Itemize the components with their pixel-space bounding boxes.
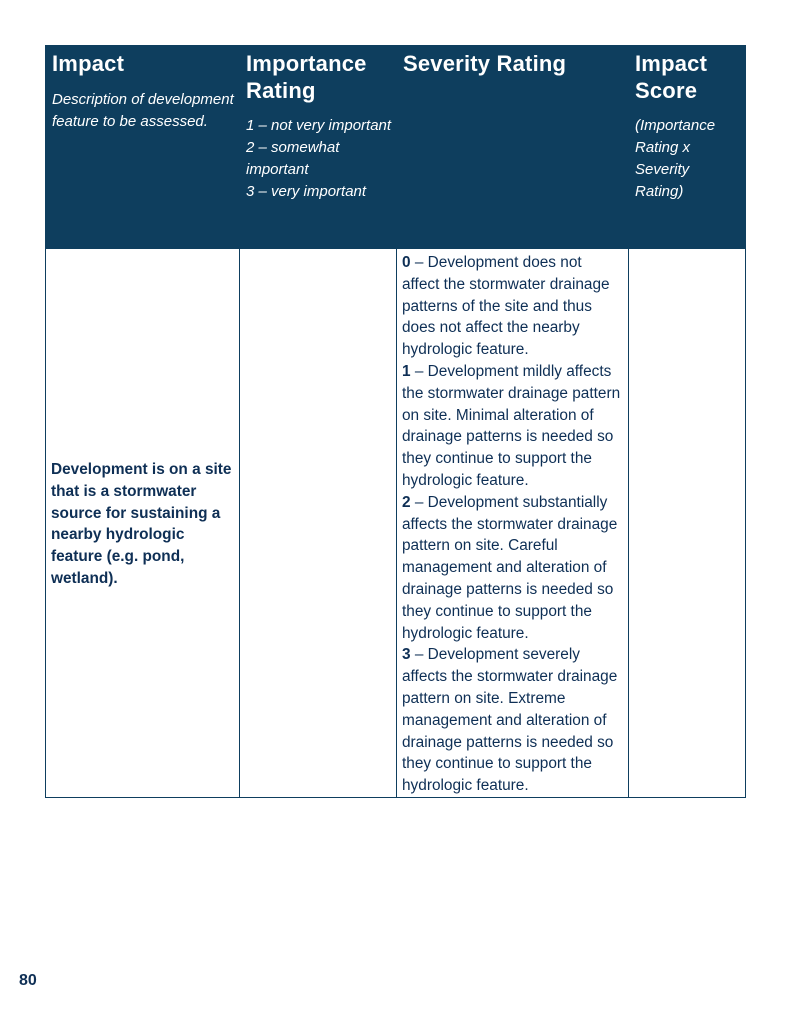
importance-level-1: 1 – not very important [246, 117, 392, 134]
importance-level-3: 3 – very important [246, 183, 367, 200]
header-score-title: Impact Score [635, 51, 708, 103]
header-impact-subtitle: Description of development feature to be assessed. [52, 91, 234, 130]
table-row [46, 249, 746, 798]
page-number: 80 [19, 972, 37, 989]
severity-rating-cell [397, 249, 629, 798]
header-severity [397, 46, 629, 249]
header-score-subtitle: (Importance Rating x Severity Rating) [635, 117, 716, 200]
header-severity-title: Severity Rating [403, 51, 567, 76]
severity-level-2: 2 – Development substantially affects the stormwater drainage pattern on site. Careful management and alteration of drainage patterns is needed so they continue to support the hydrologic feature. [402, 493, 618, 642]
impact-score-cell[interactable] [629, 249, 746, 798]
header-impact [46, 46, 240, 249]
severity-level-3: 3 – Development severely affects the stormwater drainage pattern on site. Extreme management and alteration of drainage patterns is needed so they continue to support the hydrologic feature. [402, 646, 618, 795]
severity-level-0: 0 – Development does not affect the stormwater drainage patterns of the site and thus does not affect the nearby hydrologic feature. [402, 254, 610, 359]
header-importance [240, 46, 397, 249]
importance-level-2: 2 – somewhat important [246, 139, 340, 178]
impact-description-cell: Development is on a site that is a stormwater source for sustaining a nearby hydrologic feature (e.g. pond, wetland). [46, 249, 240, 798]
impact-assessment-table [45, 45, 746, 798]
header-impact-title: Impact [52, 51, 125, 76]
header-importance-title: Importance Rating [246, 51, 367, 103]
severity-level-1: 1 – Development mildly affects the stormwater drainage pattern on site. Minimal alteration of drainage patterns is needed so they continue to support the hydrologic feature. [402, 362, 621, 489]
header-row [46, 46, 746, 249]
importance-rating-cell[interactable] [240, 249, 397, 798]
header-score [629, 46, 746, 249]
